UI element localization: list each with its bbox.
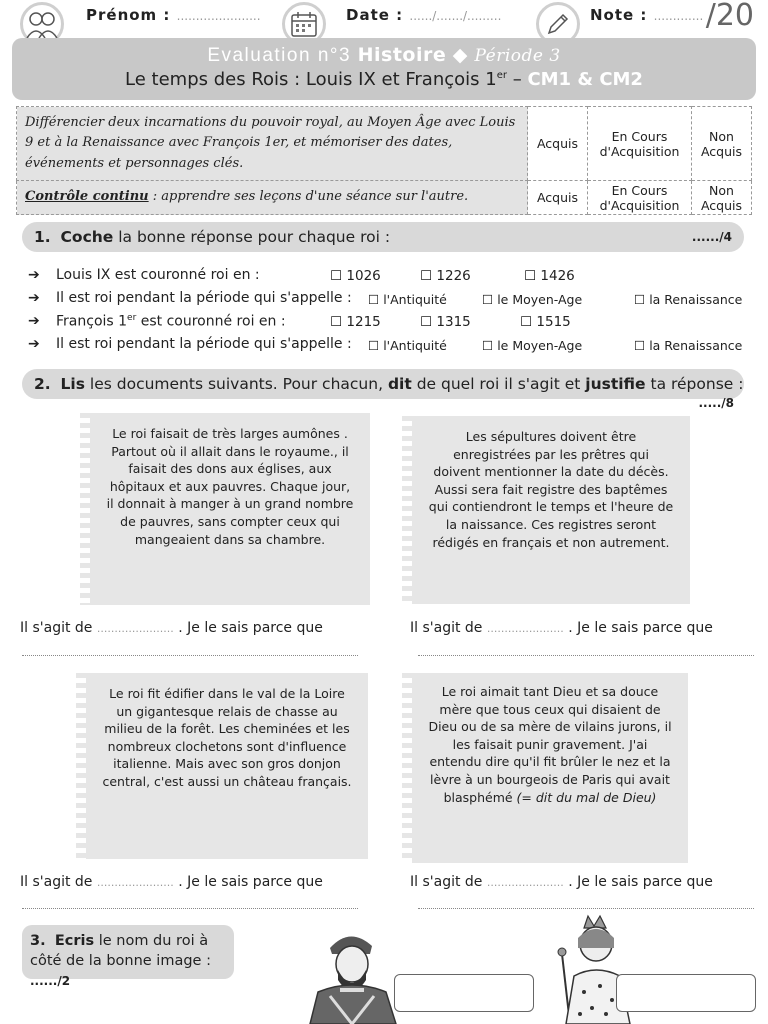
document-text: Les sépultures doivent être enregistrées par les prêtres qui doivent mentionner la date du décès. Aussi sera fait registre des baptêmes qui contiendront le temps et l'heure de la naissance. Ces registres seront rédigés en français et non autrement.	[428, 429, 674, 550]
section-2-verb-lis: Lis	[60, 375, 85, 393]
option-checkbox[interactable]: ☐ le Moyen-Age	[482, 292, 583, 307]
option-checkbox[interactable]: ☐ 1426	[524, 268, 575, 284]
question-text-a: François 1	[56, 313, 128, 330]
answer-suffix: . Je le sais parce que	[178, 620, 323, 636]
option-label: 1215	[346, 314, 381, 330]
encours-cell[interactable]: En Cours d'Acquisition	[588, 181, 692, 215]
section-3-text: le nom du roi à côté de la bonne image :	[30, 933, 211, 969]
note-field[interactable]	[590, 6, 703, 24]
section-3-band	[22, 925, 234, 988]
section-2-num: 2.	[34, 375, 51, 393]
document-text-main: Le roi aimait tant Dieu et sa douce mère que tous ceux qui disaient de Dieu ou de sa mère de vilains jurons, il les faisait punir gravement. J'ai entendu dire qu'il fit brûler le nez et la lèvre à un bourgeois de Paris qui avait blasphémé	[428, 684, 672, 805]
question-text-sup: er	[127, 313, 137, 323]
section-2-verb-justifie: justifie	[585, 375, 646, 393]
question-text	[56, 313, 286, 330]
document-2	[408, 416, 690, 604]
option-label: 1226	[436, 268, 471, 284]
document-text	[428, 683, 672, 806]
answer-blank: ......................	[486, 622, 564, 635]
answer-blank: ......................	[486, 876, 564, 889]
option-label: la Renaissance	[649, 292, 743, 307]
answer-prefix: Il s'agit de	[410, 874, 483, 890]
section-2-points: ...../8	[698, 396, 734, 410]
option-checkbox[interactable]: ☐ l'Antiquité	[368, 338, 447, 353]
subtitle-sup: er	[496, 70, 507, 81]
section-2-text: les documents suivants. Pour chacun,	[84, 375, 388, 393]
title-line-1	[12, 44, 756, 67]
prenom-label: Prénom :	[86, 6, 171, 24]
encours-cell[interactable]: En Cours d'Acquisition	[588, 107, 692, 181]
king-name-box-1[interactable]	[394, 974, 534, 1012]
arrow-right-icon: ➔	[28, 290, 40, 306]
option-checkbox[interactable]: ☐ 1026	[330, 268, 381, 284]
objective-text	[17, 181, 528, 215]
option-label: 1026	[346, 268, 381, 284]
period-label: Période 3	[474, 46, 561, 66]
king-francois-illustration	[300, 918, 400, 1024]
level-label: CM1 & CM2	[527, 69, 643, 90]
answer-prefix: Il s'agit de	[410, 620, 483, 636]
non-acquis-cell[interactable]: Non Acquis	[692, 181, 752, 215]
option-label: l'Antiquité	[383, 292, 447, 307]
answer-line-1[interactable]	[20, 620, 323, 636]
arrow-right-icon: ➔	[28, 313, 40, 329]
option-label: 1515	[536, 314, 571, 330]
non-acquis-cell[interactable]: Non Acquis	[692, 107, 752, 181]
document-3	[82, 673, 368, 859]
option-label: le Moyen-Age	[497, 338, 583, 353]
answer-prefix: Il s'agit de	[20, 620, 93, 636]
title-band	[12, 38, 756, 100]
prenom-dots: ......................	[176, 9, 261, 23]
option-checkbox[interactable]: ☐ le Moyen-Age	[482, 338, 583, 353]
date-label: Date :	[346, 6, 404, 24]
arrow-right-icon: ➔	[28, 267, 40, 283]
answer-line-2[interactable]	[410, 620, 713, 636]
answer-line-4[interactable]	[410, 874, 713, 890]
question-text-b: est couronné roi en :	[136, 313, 286, 330]
acquis-cell[interactable]: Acquis	[528, 181, 588, 215]
objective-text: Différencier deux incarnations du pouvoir royal, au Moyen Âge avec Louis 9 et à la Renaissance avec François 1er, et mémoriser des dates, événements et personnages clés.	[17, 107, 528, 181]
option-checkbox[interactable]: ☐ la Renaissance	[634, 292, 743, 307]
question-text: Il est roi pendant la période qui s'appelle :	[56, 290, 352, 306]
controle-label: Contrôle continu	[25, 189, 149, 205]
option-checkbox[interactable]: ☐ 1226	[420, 268, 471, 284]
document-text-italic: (= dit du mal de Dieu)	[516, 789, 657, 805]
acquis-cell[interactable]: Acquis	[528, 107, 588, 181]
document-text: Le roi faisait de très larges aumônes . Partout où il allait dans le royaume., il faisait des dons aux églises, aux hôpitaux et aux pauvres. Chaque jour, il donnait à manger à un grand nombre de pauvres, sans compter ceux qui mangeaient dans sa chambre.	[106, 426, 354, 547]
question-1	[28, 267, 758, 289]
option-label: l'Antiquité	[383, 338, 447, 353]
section-1-text: la bonne réponse pour chaque roi :	[113, 228, 391, 246]
subtitle: Le temps des Rois : Louis IX et François 1	[125, 69, 497, 90]
option-label: le Moyen-Age	[497, 292, 583, 307]
answer-blank: ......................	[96, 622, 174, 635]
title-line-2	[12, 69, 756, 90]
section-1-band	[22, 222, 744, 252]
evaluation-label: Evaluation n°3	[207, 45, 352, 66]
question-text: Il est roi pendant la période qui s'appelle :	[56, 336, 352, 352]
document-4	[408, 673, 688, 863]
answer-dotted-line[interactable]	[22, 908, 358, 909]
objective-row	[17, 181, 752, 215]
section-1-points: ....../4	[691, 230, 732, 244]
option-checkbox[interactable]: ☐ 1315	[420, 314, 471, 330]
section-1-num: 1.	[34, 228, 51, 246]
subtitle-dash: –	[506, 69, 528, 90]
question-2	[28, 290, 758, 312]
objectives-table	[16, 106, 752, 215]
note-label: Note :	[590, 6, 648, 24]
question-text: Louis IX est couronné roi en :	[56, 267, 260, 283]
title-separator: ◆	[452, 44, 468, 66]
arrow-right-icon: ➔	[28, 336, 40, 352]
note-dots: .............	[653, 9, 704, 23]
answer-blank: ......................	[96, 876, 174, 889]
section-2-verb-dit: dit	[387, 375, 412, 393]
option-label: 1426	[540, 268, 575, 284]
answer-suffix: . Je le sais parce que	[178, 874, 323, 890]
question-4	[28, 336, 758, 358]
section-3-num: 3.	[30, 933, 46, 949]
section-2-band	[22, 369, 744, 399]
section-1-verb: Coche	[60, 228, 114, 246]
option-checkbox[interactable]: ☐ 1215	[330, 314, 381, 330]
document-1	[86, 413, 370, 605]
prenom-field[interactable]	[86, 6, 261, 24]
answer-dotted-line[interactable]	[418, 655, 754, 656]
question-3	[28, 313, 758, 335]
answer-suffix: . Je le sais parce que	[568, 620, 713, 636]
objective-row	[17, 107, 752, 181]
option-label: la Renaissance	[649, 338, 743, 353]
date-dots: ....../......./.........	[409, 9, 502, 23]
subject-label: Histoire	[357, 44, 447, 66]
answer-line-3[interactable]	[20, 874, 323, 890]
section-2-text: ta réponse :	[645, 375, 744, 393]
document-text: Le roi fit édifier dans le val de la Loire un gigantesque relais de chasse au milieu de la forêt. Les cheminées et les nombreux clochetons sont d'influence italienne. Mais avec son gros donjon central, c'est aussi un château français.	[102, 686, 352, 789]
score-total: /20	[705, 0, 754, 33]
answer-suffix: . Je le sais parce que	[568, 874, 713, 890]
section-3-verb: Ecris	[54, 933, 95, 949]
answer-dotted-line[interactable]	[22, 655, 358, 656]
answer-dotted-line[interactable]	[418, 908, 754, 909]
king-name-box-2[interactable]	[616, 974, 756, 1012]
section-3-points: ....../2	[30, 974, 71, 988]
controle-text: : apprendre ses leçons d'une séance sur l'autre.	[148, 189, 469, 205]
section-2-text: de quel roi il s'agit et	[411, 375, 586, 393]
option-checkbox[interactable]: ☐ 1515	[520, 314, 571, 330]
option-checkbox[interactable]: ☐ l'Antiquité	[368, 292, 447, 307]
option-checkbox[interactable]: ☐ la Renaissance	[634, 338, 743, 353]
date-field[interactable]	[346, 6, 501, 24]
option-label: 1315	[436, 314, 471, 330]
answer-prefix: Il s'agit de	[20, 874, 93, 890]
